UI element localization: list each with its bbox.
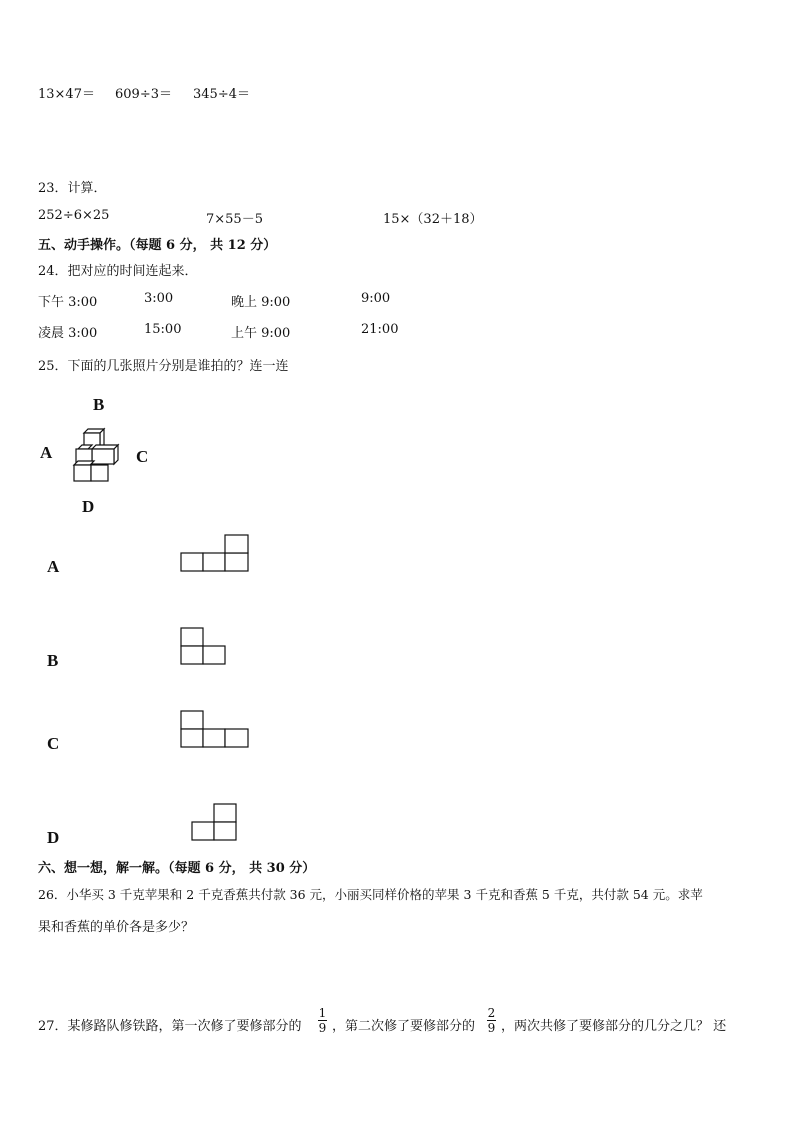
q24-row2-col2: 15:00 (144, 322, 182, 337)
observer-label-c: C (136, 447, 149, 466)
observer-label-d: D (82, 497, 95, 516)
cube-stack-figure (72, 428, 122, 483)
q23-title: 23．计算． (38, 181, 107, 196)
fraction-two-ninths (487, 1006, 496, 1035)
fraction-1-denominator: 9 (318, 1021, 327, 1035)
calc-item-609div3: 609÷3＝ (115, 87, 172, 102)
calc-item-13x47: 13×47＝ (38, 87, 95, 102)
q24-row2-col4: 21:00 (361, 322, 399, 337)
q27-text-part-1: 27．某修路队修铁路，第一次修了要修部分的 (38, 1019, 302, 1034)
fraction-2-denominator: 9 (487, 1021, 496, 1035)
view-shape-c (181, 711, 253, 749)
observer-label-a: A (40, 443, 53, 462)
fraction-1-numerator: 1 (318, 1006, 327, 1020)
q24-title: 24．把对应的时间连起来． (38, 264, 198, 279)
view-label-b: B (47, 651, 59, 670)
q24-row1-col4: 9:00 (361, 291, 391, 306)
view-shape-d (192, 804, 242, 844)
fraction-one-ninth (318, 1006, 327, 1035)
observer-label-b: B (93, 395, 105, 414)
q25-title: 25．下面的几张照片分别是谁拍的？连一连 (38, 359, 289, 374)
view-shape-b (181, 628, 229, 666)
q24-row2-col3: 上午 9:00 (231, 326, 291, 341)
section-6-heading: 六、想一想，解一解。（每题 6 分， 共 30 分） (38, 861, 316, 876)
q27-text-part-2: ，第二次修了要修部分的 (332, 1019, 476, 1034)
q24-row2-col1: 凌晨 3:00 (38, 326, 98, 341)
view-label-a: A (47, 557, 60, 576)
q26-line-1: 26．小华买 3 千克苹果和 2 千克香蕉共付款 36 元，小丽买同样价格的苹果 3 千克和香蕉 5 千克，共付款 54 元。求苹 (38, 887, 703, 902)
fraction-2-numerator: 2 (487, 1006, 496, 1020)
view-label-c: C (47, 734, 60, 753)
view-shape-a (181, 535, 251, 573)
q26-line-2: 果和香蕉的单价各是多少？ (38, 920, 195, 935)
q24-row1-col3: 晚上 9:00 (231, 295, 291, 310)
q23-item-1: 252÷6×25 (38, 208, 110, 223)
q23-item-2: 7×55－5 (206, 212, 263, 227)
q24-row1-col1: 下午 3:00 (38, 295, 98, 310)
calc-item-345div4: 345÷4＝ (193, 87, 250, 102)
q23-item-3: 15×（32＋18） (383, 212, 483, 227)
cube-bottom-right (92, 445, 118, 464)
view-label-d: D (47, 828, 60, 847)
q24-row1-col2: 3:00 (144, 291, 174, 306)
section-5-heading: 五、动手操作。（每题 6 分， 共 12 分） (38, 238, 277, 253)
q27-text-part-3: ，两次共修了要修部分的几分之几？ 还 (501, 1019, 727, 1034)
